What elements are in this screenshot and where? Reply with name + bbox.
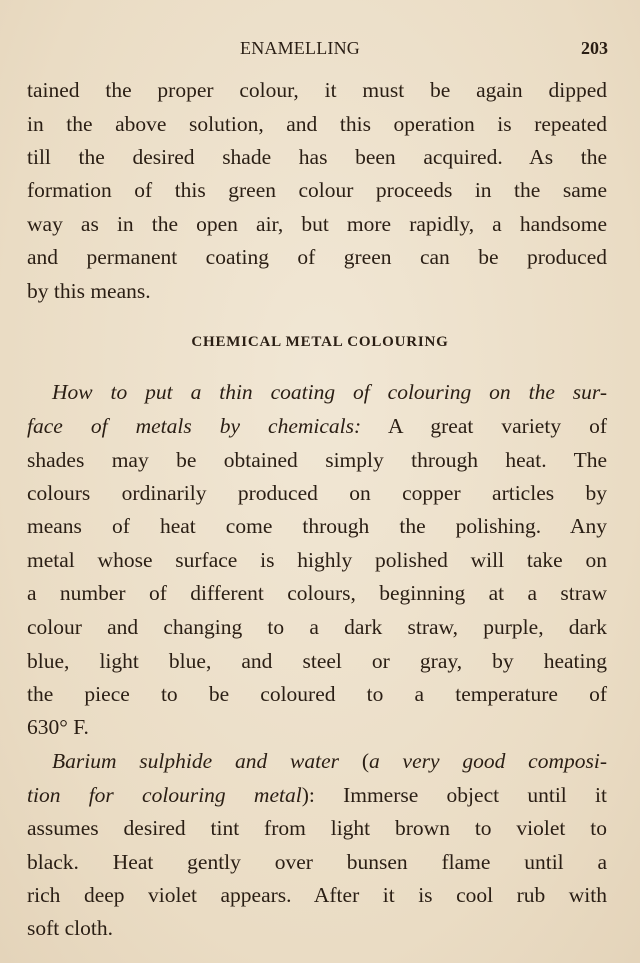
- text-line: tained the proper colour, it must be again dipped: [27, 78, 607, 102]
- text-line: metal whose surface is highly polished will take on: [27, 548, 607, 572]
- section-heading: CHEMICAL METAL COLOURING: [191, 334, 449, 350]
- text-line: black. Heat gently over bunsen flame until a: [27, 850, 607, 874]
- page-header: [0, 38, 640, 64]
- page-number: 203: [581, 38, 608, 58]
- text-line: colours ordinarily produced on copper articles by: [27, 481, 607, 505]
- text-line: and permanent coating of green can be produced: [27, 245, 607, 269]
- text-line: the piece to be coloured to a temperature of: [27, 682, 607, 706]
- text-line: [27, 410, 607, 443]
- text-line: soft cloth.: [27, 916, 113, 940]
- italic-lead: tion for colouring metal: [27, 783, 302, 807]
- running-title: ENAMELLING: [240, 38, 360, 58]
- text-line: in the above solution, and this operation is repeated: [27, 112, 607, 136]
- text-line: [52, 376, 607, 409]
- text-line: a number of different colours, beginning at a straw: [27, 581, 607, 605]
- text-line: [27, 779, 607, 812]
- text-line: rich deep violet appears. After it is cool rub with: [27, 883, 607, 907]
- text-span: A great variety of: [361, 414, 607, 438]
- text-line: till the desired shade has been acquired. As the: [27, 145, 607, 169]
- text-line: by this means.: [27, 279, 151, 303]
- italic-lead: How to put a thin coating of colouring on the sur-: [52, 380, 607, 404]
- text-span: ): Immerse object until it: [301, 783, 607, 807]
- text-line: [52, 745, 607, 778]
- text-line: assumes desired tint from light brown to violet to: [27, 816, 607, 840]
- italic-lead: a very good composi-: [368, 749, 607, 773]
- text-line: shades may be obtained simply through heat. The: [27, 448, 607, 472]
- text-line: 630° F.: [27, 715, 89, 739]
- text-line: way as in the open air, but more rapidly, a handsome: [27, 212, 607, 236]
- text-line: formation of this green colour proceeds in the same: [27, 178, 607, 202]
- italic-lead: face of metals by chemicals:: [27, 414, 362, 438]
- text-line: colour and changing to a dark straw, purple, dark: [27, 615, 607, 639]
- text-span: (: [339, 749, 369, 773]
- text-line: means of heat come through the polishing. Any: [27, 514, 607, 538]
- italic-lead: Barium sulphide and water: [52, 749, 340, 773]
- text-line: blue, light blue, and steel or gray, by heating: [27, 649, 607, 673]
